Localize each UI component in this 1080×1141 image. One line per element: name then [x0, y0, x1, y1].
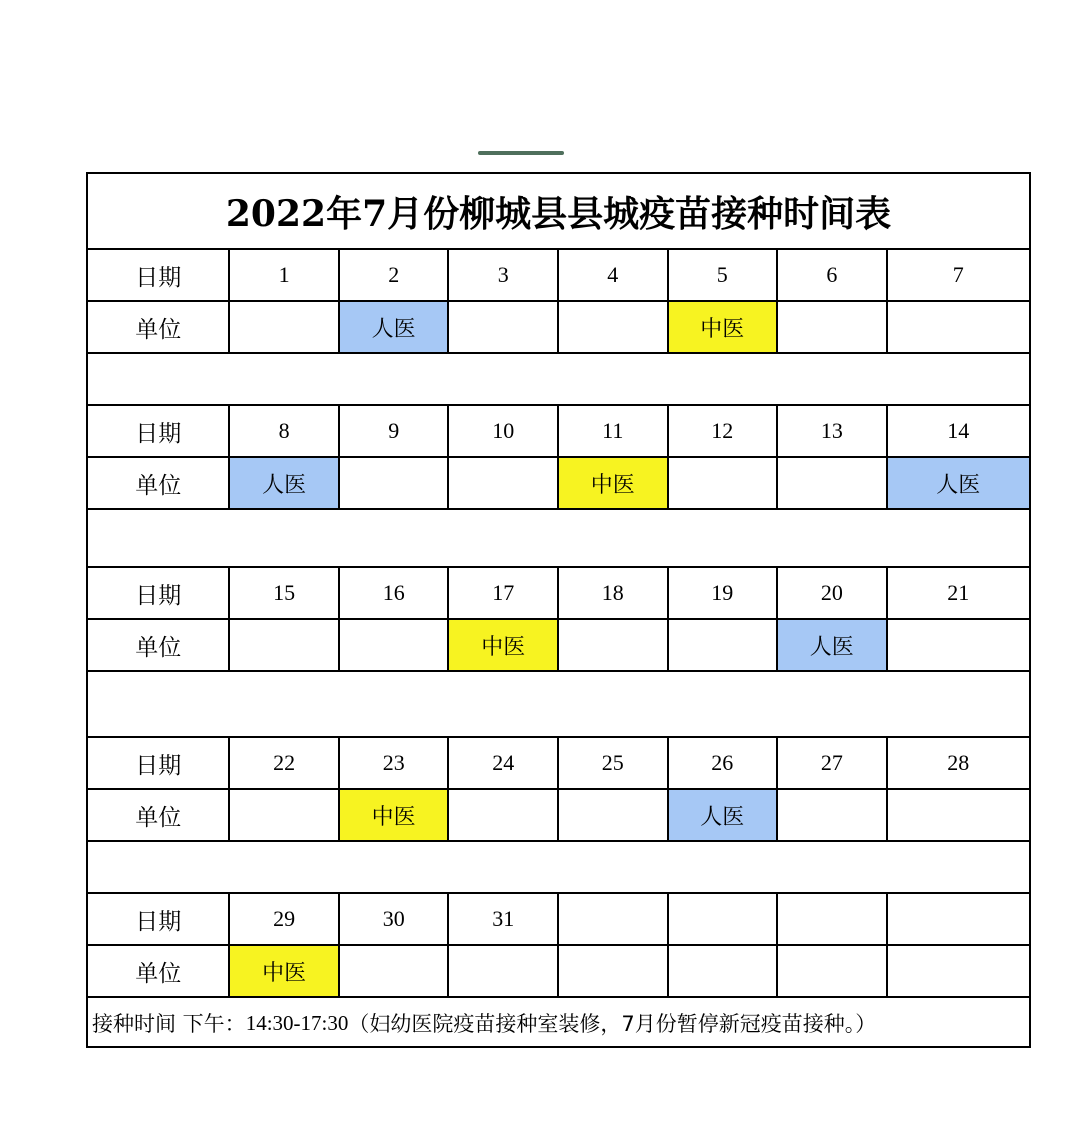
date-cell: 31: [449, 894, 559, 944]
week-spacer: [88, 510, 1029, 568]
unit-cell: 人医: [778, 620, 888, 670]
unit-cell: [778, 458, 888, 508]
unit-cell: [230, 302, 340, 352]
unit-label: 单位: [88, 302, 230, 352]
date-label: 日期: [88, 738, 230, 788]
date-cell: 3: [449, 250, 559, 300]
unit-cell: [778, 946, 888, 996]
unit-cell: [340, 620, 450, 670]
date-cell: 12: [669, 406, 779, 456]
date-cell: 5: [669, 250, 779, 300]
week-spacer: [88, 672, 1029, 738]
date-cell: [888, 894, 1029, 944]
footer-time: 14:30-17:30: [245, 1010, 349, 1035]
date-cell: 10: [449, 406, 559, 456]
schedule-footer: [88, 998, 1029, 1048]
date-cell: 1: [230, 250, 340, 300]
week-spacer: [88, 842, 1029, 894]
unit-label: 单位: [88, 620, 230, 670]
schedule-title: 2022年7月份柳城县县城疫苗接种时间表: [88, 174, 1029, 250]
unit-cell: [230, 620, 340, 670]
unit-cell: [778, 302, 888, 352]
unit-cell: [559, 302, 669, 352]
date-cell: 19: [669, 568, 779, 618]
date-row: [88, 568, 1029, 620]
unit-label: 单位: [88, 946, 230, 996]
date-row: [88, 738, 1029, 790]
date-cell: 21: [947, 580, 970, 605]
footer-note: （妇幼医院疫苗接种室装修，7月份暂停新冠疫苗接种。）: [348, 1012, 877, 1036]
date-cell: 27: [778, 738, 888, 788]
date-label: 日期: [88, 894, 230, 944]
unit-row: [88, 946, 1029, 998]
date-cell: 7: [952, 262, 964, 287]
date-cell: [778, 894, 888, 944]
date-cell: 18: [559, 568, 669, 618]
date-cell: 13: [778, 406, 888, 456]
unit-cell: [340, 946, 450, 996]
unit-cell: [559, 946, 669, 996]
date-cell: 15: [230, 568, 340, 618]
date-label: 日期: [88, 406, 230, 456]
unit-cell: [669, 946, 779, 996]
week-spacer: [88, 354, 1029, 406]
unit-cell: [559, 620, 669, 670]
date-cell: 9: [340, 406, 450, 456]
date-cell: 4: [559, 250, 669, 300]
date-row: [88, 406, 1029, 458]
unit-cell: [669, 458, 779, 508]
top-tab-indicator: [478, 151, 564, 155]
unit-label: 单位: [88, 790, 230, 840]
unit-cell: [888, 790, 1029, 840]
unit-cell: 人医: [340, 302, 450, 352]
date-label: 日期: [88, 250, 230, 300]
date-cell: 6: [778, 250, 888, 300]
unit-cell: [449, 302, 559, 352]
unit-cell: 人医: [230, 458, 340, 508]
unit-cell: [230, 790, 340, 840]
date-label: 日期: [88, 568, 230, 618]
unit-cell: [669, 620, 779, 670]
unit-row: [88, 620, 1029, 672]
date-row: [88, 894, 1029, 946]
unit-row: [88, 302, 1029, 354]
unit-cell: [888, 302, 1029, 352]
unit-cell: 人医: [888, 458, 1029, 508]
date-cell: 28: [947, 750, 970, 775]
date-cell: 16: [340, 568, 450, 618]
unit-cell: [449, 790, 559, 840]
unit-cell: 中医: [340, 790, 450, 840]
date-cell: 29: [230, 894, 340, 944]
date-cell: 8: [230, 406, 340, 456]
unit-cell: [778, 790, 888, 840]
footer-label: 接种时间 下午：: [92, 1012, 246, 1036]
date-cell: 20: [778, 568, 888, 618]
unit-row: [88, 790, 1029, 842]
date-cell: 24: [449, 738, 559, 788]
unit-label: 单位: [88, 458, 230, 508]
unit-row: [88, 458, 1029, 510]
unit-cell: [888, 946, 1029, 996]
unit-cell: [559, 790, 669, 840]
date-cell: 22: [230, 738, 340, 788]
date-cell: 14: [947, 418, 970, 443]
unit-cell: [449, 458, 559, 508]
date-cell: 30: [340, 894, 450, 944]
unit-cell: [340, 458, 450, 508]
vaccination-schedule-table: [86, 172, 1031, 1048]
date-cell: 17: [449, 568, 559, 618]
date-cell: [669, 894, 779, 944]
unit-cell: 中医: [230, 946, 340, 996]
date-cell: [559, 894, 669, 944]
unit-cell: [888, 620, 1029, 670]
unit-cell: 人医: [669, 790, 779, 840]
date-cell: 11: [559, 406, 669, 456]
unit-cell: 中医: [449, 620, 559, 670]
date-cell: 2: [340, 250, 450, 300]
unit-cell: 中医: [559, 458, 669, 508]
date-cell: 23: [340, 738, 450, 788]
date-row: [88, 250, 1029, 302]
date-cell: 25: [559, 738, 669, 788]
unit-cell: [449, 946, 559, 996]
unit-cell: 中医: [669, 302, 779, 352]
date-cell: 26: [669, 738, 779, 788]
